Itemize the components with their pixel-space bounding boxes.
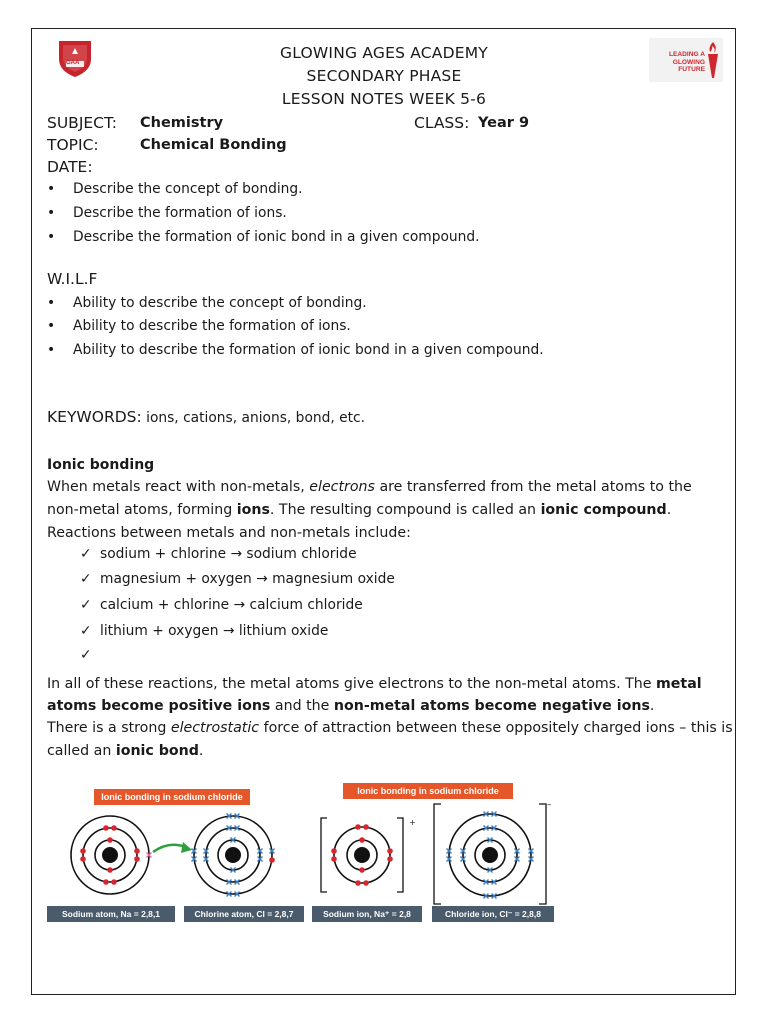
electron <box>107 837 113 843</box>
school-name: GLOWING AGES ACADEMY <box>280 44 488 62</box>
paragraph-line: There is a strong electrostatic force of attraction between these oppositely charged ions – this is <box>47 720 733 736</box>
chlorine-atom-label: Chlorine atom, Cl = 2,8,7 <box>184 906 304 922</box>
transfer-arrowhead <box>181 842 192 853</box>
bracket-right <box>539 804 546 904</box>
subject-value: Chemistry <box>140 115 224 131</box>
paragraph-line: non-metal atoms, forming ions. The resulting compound is called an ionic compound. <box>47 502 672 518</box>
electron <box>111 825 117 831</box>
paragraph-line: called an ionic bond. <box>47 743 204 759</box>
figure-caption-left: Ionic bonding in sodium chloride <box>94 789 250 805</box>
chloride-ion-label: Chloride ion, Cl⁻ = 2,8,8 <box>432 906 554 922</box>
keywords-line <box>47 407 365 426</box>
electron <box>103 879 109 885</box>
reaction-item: ✓ lithium + oxygen → lithium oxide <box>80 623 329 639</box>
negative-charge: – <box>547 800 552 810</box>
reaction-item: ✓ sodium + chlorine → sodium chloride <box>80 546 357 562</box>
chlorine-atom-nucleus <box>225 847 241 863</box>
electron <box>355 824 361 830</box>
figure-caption-right: Ionic bonding in sodium chloride <box>343 783 513 799</box>
reaction-item: ✓ magnesium + oxygen → magnesium oxide <box>80 571 395 587</box>
subject-label: SUBJECT: <box>47 114 117 132</box>
sodium-atom-nucleus <box>102 847 118 863</box>
sodium-ion-label: Sodium ion, Na⁺ = 2,8 <box>312 906 422 922</box>
keywords-label: KEYWORDS: <box>47 408 142 426</box>
bracket-right <box>397 818 403 892</box>
electron <box>363 880 369 886</box>
chloride-ion-nucleus <box>482 847 498 863</box>
class-value: Year 9 <box>478 115 530 131</box>
section-heading: Ionic bonding <box>47 457 155 473</box>
sodium-atom-label: Sodium atom, Na = 2,8,1 <box>47 906 175 922</box>
paragraph-line: atoms become positive ions and the non-metal atoms become negative ions. <box>47 698 655 714</box>
electron <box>331 848 337 854</box>
electron <box>111 879 117 885</box>
sodium-ion-nucleus <box>354 847 370 863</box>
topic-label: TOPIC: <box>47 136 99 154</box>
phase-title: SECONDARY PHASE <box>306 67 462 85</box>
reaction-item: ✓ calcium + chlorine → calcium chloride <box>80 597 363 613</box>
electron <box>331 856 337 862</box>
class-label: CLASS: <box>414 114 470 132</box>
electron <box>80 848 86 854</box>
paragraph-line: In all of these reactions, the metal atoms give electrons to the non-metal atoms. The metal <box>47 676 702 692</box>
date-label: DATE: <box>47 158 93 176</box>
paragraph-line: Reactions between metals and non-metals include: <box>47 525 411 541</box>
electron <box>355 880 361 886</box>
electron <box>387 856 393 862</box>
wilf-heading: W.I.L.F <box>47 270 98 288</box>
electron <box>387 848 393 854</box>
lesson-notes-title: LESSON NOTES WEEK 5-6 <box>281 90 487 108</box>
electron <box>134 848 140 854</box>
electron <box>363 824 369 830</box>
ionic-bonding-diagram <box>0 800 768 920</box>
electron <box>359 837 365 843</box>
positive-charge: + <box>409 818 416 827</box>
electron <box>103 825 109 831</box>
electron <box>269 857 275 863</box>
electron <box>359 867 365 873</box>
topic-value: Chemical Bonding <box>140 137 287 153</box>
bracket-left <box>434 804 441 904</box>
electron <box>134 856 140 862</box>
crest-text: GAA <box>66 60 80 66</box>
electron <box>107 867 113 873</box>
motto-text: LEADING A GLOWING FUTURE <box>668 51 705 73</box>
keywords-text: ions, cations, anions, bond, etc. <box>141 410 366 426</box>
paragraph-line: When metals react with non-metals, electrons are transferred from the metal atoms to the <box>47 479 692 495</box>
bracket-left <box>321 818 327 892</box>
reaction-item: ✓ <box>80 647 92 663</box>
electron <box>80 856 86 862</box>
